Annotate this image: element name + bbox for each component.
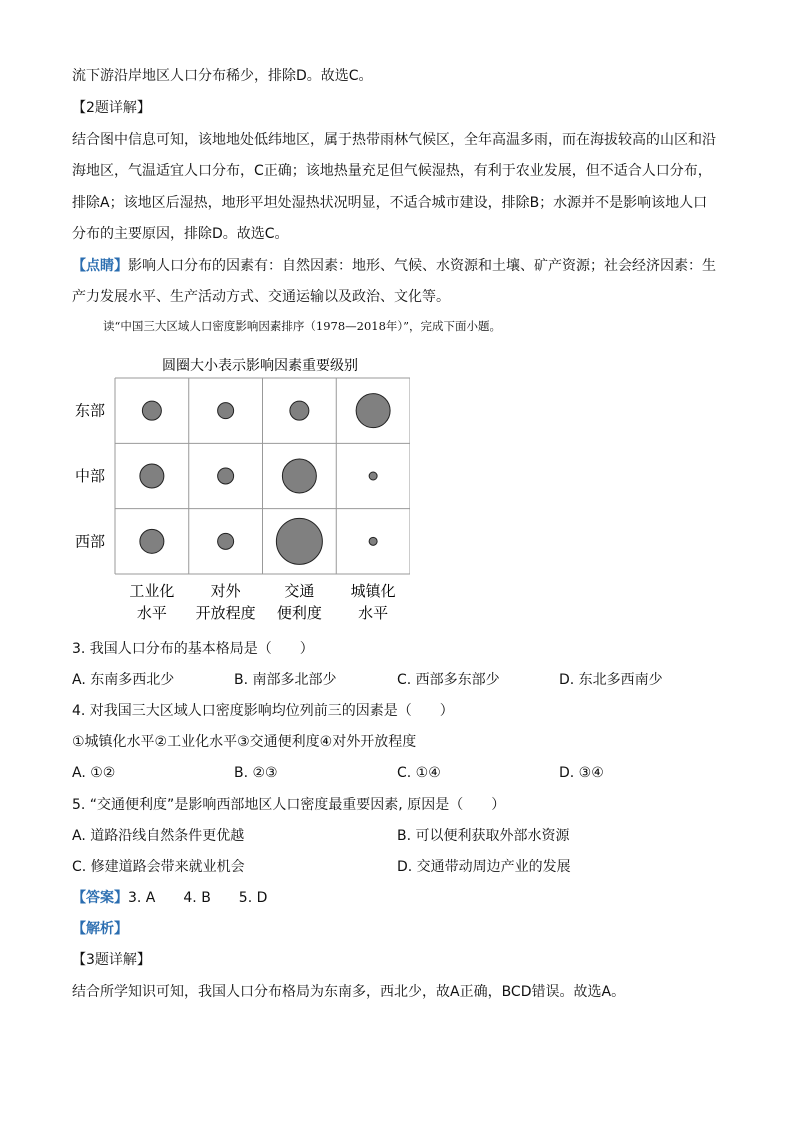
bubble — [276, 518, 322, 564]
q3-stem: 3. 我国人口分布的基本格局是（ ） — [72, 641, 314, 657]
q4-items: ①城镇化水平②工业化水平③交通便利度④对外开放程度 — [72, 734, 417, 750]
explanation-line-4: 海地区，气温适宜人口分布，C正确；该地热量充足但气候湿热，有利于农业发展，但不适合人口分布， — [72, 163, 712, 179]
explanation-line-5: 排除A；该地区后湿热，地形平坦处湿热状况明显，不适合城市建设，排除B；水源并不是影响该地人口 — [72, 195, 708, 211]
column-label: 城镇化 — [350, 582, 396, 600]
analysis-text: 结合所学知识可知，我国人口分布格局为东南多，西北少，故A正确，BCD错误。故选A。 — [72, 984, 626, 1000]
tip-tag: 【点睛】 — [72, 258, 128, 274]
bubble — [218, 468, 234, 484]
q4-stem: 4. 对我国三大区域人口密度影响均位列前三的因素是（ ） — [72, 703, 454, 719]
explanation-line-1: 流下游沿岸地区人口分布稀少，排除D。故选C。 — [72, 68, 373, 84]
row-label: 中部 — [75, 467, 106, 485]
section-heading-q2: 【2题详解】 — [72, 100, 151, 116]
tip-line-1 — [72, 256, 716, 276]
q4-option-c[interactable]: C. ①④ — [397, 765, 441, 781]
chart-title: 圆圈大小表示影响因素重要级别 — [162, 358, 358, 374]
row-label: 西部 — [75, 532, 106, 551]
column-label: 便利度 — [276, 604, 322, 620]
q5-stem: 5. “交通便利度”是影响西部地区人口密度最重要因素, 原因是（ ） — [72, 797, 506, 813]
explanation-line-3: 结合图中信息可知，该地地处低纬地区，属于热带雨林气候区，全年高温多雨，而在海拔较高的山区和沿 — [72, 132, 716, 148]
figure-caption: 读“中国三大区域人口密度影响因素排序（1978—2018年）”，完成下面小题。 — [103, 319, 502, 333]
column-label: 开放程度 — [195, 604, 256, 620]
bubble — [369, 472, 377, 480]
column-label: 水平 — [358, 604, 389, 620]
bubble — [282, 459, 316, 493]
q5-option-d[interactable]: D. 交通带动周边产业的发展 — [397, 859, 571, 875]
bubble-chart — [70, 350, 410, 620]
q4-option-d[interactable]: D. ③④ — [559, 765, 604, 781]
explanation-line-6: 分布的主要原因，排除D。故选C。 — [72, 226, 289, 242]
tip-text: 影响人口分布的因素有：自然因素：地形、气候、水资源和土壤、矿产资源；社会经济因素：生 — [128, 258, 716, 274]
q5-option-b[interactable]: B. 可以便利获取外部水资源 — [397, 828, 570, 844]
bubble — [369, 537, 377, 545]
bubble — [356, 394, 390, 428]
tip-line-2: 产力发展水平、生产活动方式、交通运输以及政治、文化等。 — [72, 289, 450, 305]
answer-text: 3. A 4. B 5. D — [128, 890, 268, 906]
q3-option-c[interactable]: C. 西部多东部少 — [397, 672, 500, 688]
q3-option-d[interactable]: D. 东北多西南少 — [559, 672, 663, 688]
column-label: 工业化 — [129, 582, 175, 600]
column-label: 水平 — [136, 604, 167, 620]
bubble — [140, 529, 164, 553]
column-label: 交通 — [284, 582, 315, 600]
q3-option-b[interactable]: B. 南部多北部少 — [234, 672, 337, 688]
bubble — [218, 533, 234, 549]
q3-option-a[interactable]: A. 东南多西北少 — [72, 672, 175, 688]
bubble — [218, 403, 234, 419]
q4-option-b[interactable]: B. ②③ — [234, 765, 278, 781]
answer-line — [72, 888, 267, 908]
bubble — [140, 464, 164, 488]
q4-option-a[interactable]: A. ①② — [72, 765, 116, 781]
analysis-tag: 【解析】 — [72, 921, 128, 937]
bubble — [142, 401, 161, 420]
row-label: 东部 — [75, 401, 106, 420]
q5-option-c[interactable]: C. 修建道路会带来就业机会 — [72, 859, 245, 875]
column-label: 对外 — [210, 582, 241, 600]
q5-option-a[interactable]: A. 道路沿线自然条件更优越 — [72, 828, 245, 844]
answer-tag: 【答案】 — [72, 890, 128, 906]
bubble — [290, 401, 309, 420]
analysis-subheading: 【3题详解】 — [72, 952, 151, 968]
